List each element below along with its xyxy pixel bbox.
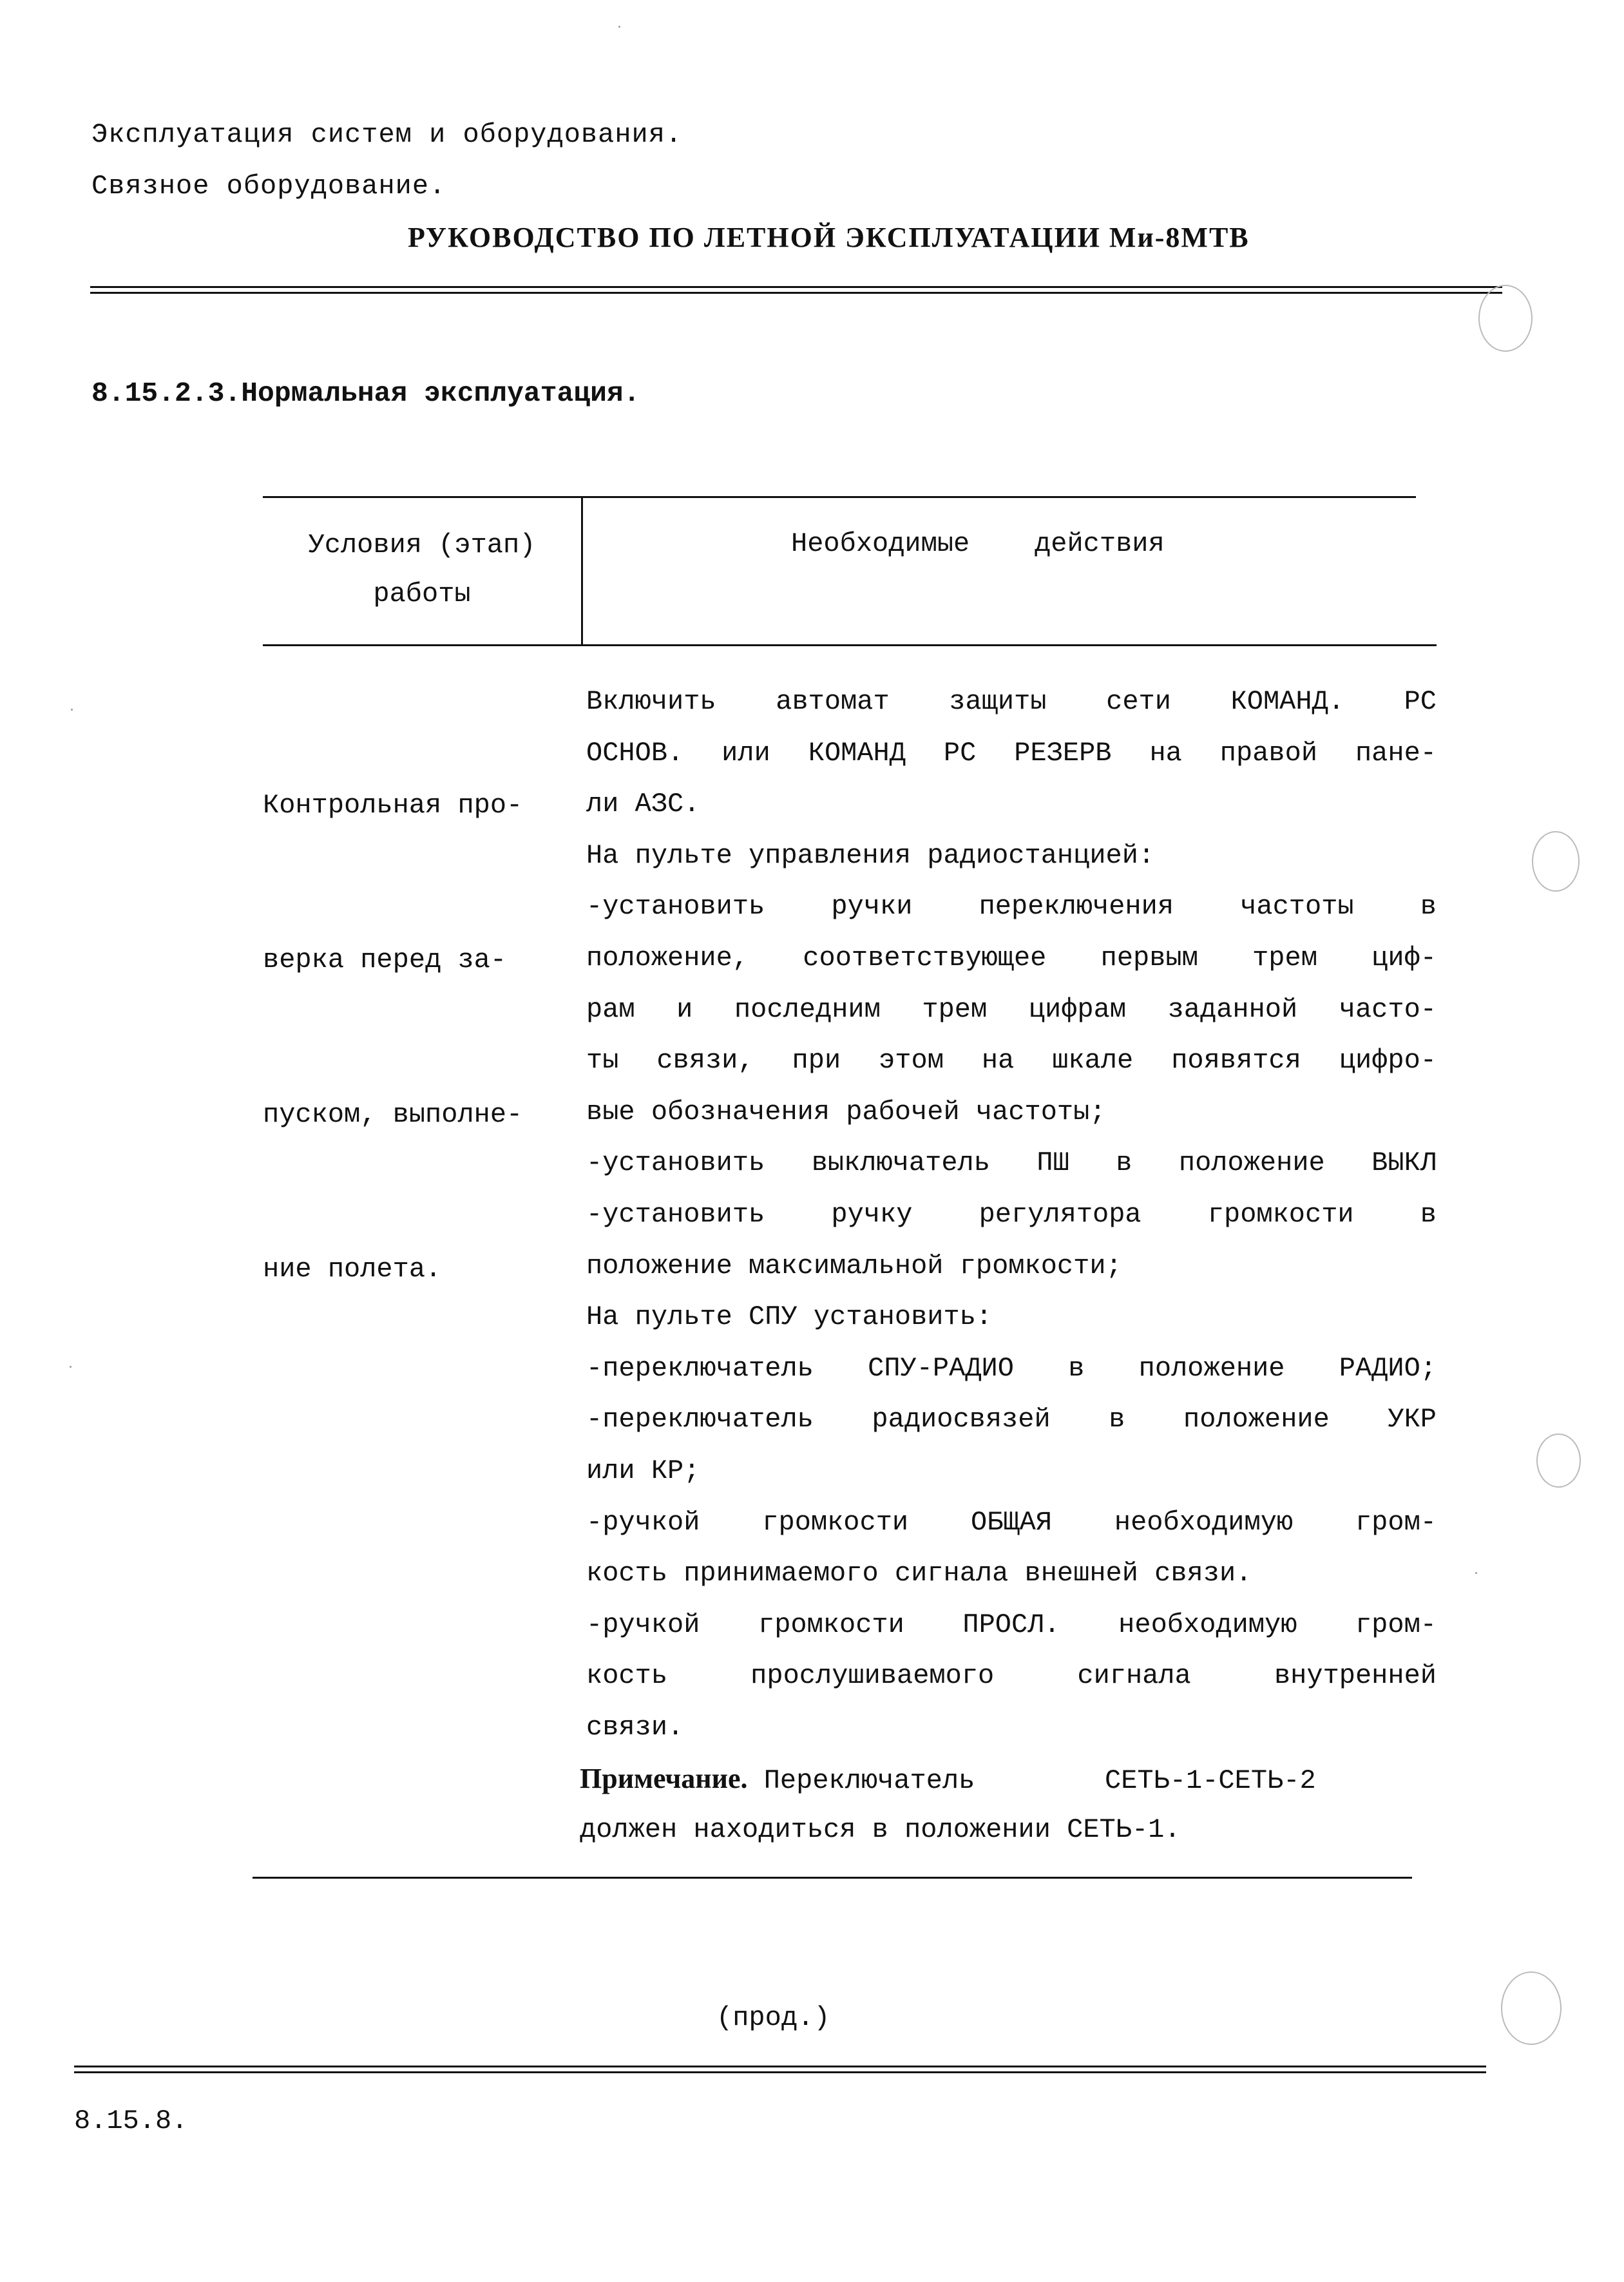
header-line-1: Эксплуатация систем и оборудования. (91, 119, 683, 150)
action-line: ты связи, при этом на шкале появятся цифро- (586, 1045, 1437, 1077)
action-line: -переключатель СПУ-РАДИО в положение РАДИО; (586, 1352, 1437, 1384)
action-line: ОСНОВ. или КОМАНД РС РЕЗЕРВ на правой пане- (586, 737, 1437, 769)
document-title: РУКОВОДСТВО ПО ЛЕТНОЙ ЭКСПЛУАТАЦИИ Ми-8МТВ (408, 222, 1250, 253)
page-number: 8.15.8. (74, 2105, 188, 2136)
note-line-2: должен находиться в положении СЕТЬ-1. (580, 1814, 1181, 1846)
action-line: -переключатель радиосвязей в положение УКР (586, 1404, 1437, 1435)
header-line-2: Связное оборудование. (91, 171, 446, 202)
action-line: или КР; (586, 1455, 700, 1486)
scan-speck (70, 1366, 72, 1368)
action-line: рам и последним трем цифрам заданной часто- (586, 993, 1437, 1025)
continued-label: (прод.) (716, 2002, 830, 2033)
punch-hole (1536, 1433, 1581, 1488)
actions-cell (580, 676, 1437, 1856)
column-header-conditions-line-1: Условия (этап) (308, 530, 536, 561)
footer-divider (74, 2066, 1486, 2073)
action-line: Включить автомат защиты сети КОМАНД. РС (586, 686, 1437, 717)
action-line: положение максимальной громкости; (586, 1250, 1122, 1281)
action-line: -ручкой громкости ОБЩАЯ необходимую гром- (586, 1506, 1437, 1538)
action-line: кость прослушиваемого сигнала внутренней (586, 1660, 1437, 1692)
conditions-line: Контрольная про- (263, 790, 523, 821)
table-bottom-rule (253, 1877, 1412, 1879)
table-header-bottom-rule (263, 644, 1437, 646)
column-header-conditions-line-2: работы (373, 579, 471, 609)
punch-hole (1478, 285, 1533, 352)
table-header-column-divider (581, 496, 583, 646)
action-line: -ручкой громкости ПРОСЛ. необходимую гром- (586, 1609, 1437, 1640)
action-line: -установить выключатель ПШ в положение ВЫКЛ (586, 1147, 1437, 1179)
note-text: Переключатель СЕТЬ-1-СЕТЬ-2 (763, 1765, 1316, 1797)
action-line: На пульте управления радиостанцией: (586, 839, 1155, 871)
action-line: На пульте СПУ установить: (586, 1301, 993, 1333)
section-title: 8.15.2.3.Нормальная эксплуатация. (91, 378, 640, 409)
conditions-line: пуском, выполне- (263, 1099, 523, 1130)
scan-speck (1475, 1572, 1477, 1574)
action-line: кость принимаемого сигнала внешней связи. (586, 1558, 1252, 1589)
punch-hole (1501, 1971, 1562, 2045)
action-line: -установить ручки переключения частоты в (586, 891, 1437, 923)
scan-speck (71, 709, 73, 711)
conditions-line: верка перед за- (263, 944, 507, 975)
header-divider (90, 286, 1502, 294)
action-line: положение, соответствующее первым трем циф- (586, 942, 1437, 973)
note-line-1 (580, 1753, 1437, 1805)
column-header-actions: Необходимые действия (791, 528, 1165, 559)
action-line: вые обозначения рабочей частоты; (586, 1096, 1106, 1127)
column-header-conditions (263, 521, 581, 618)
punch-hole (1532, 831, 1580, 892)
scan-speck (618, 26, 620, 28)
action-line: ли АЗС. (586, 789, 700, 820)
table-top-rule (263, 496, 1416, 498)
conditions-cell (263, 676, 585, 1347)
conditions-line: ние полета. (263, 1254, 442, 1285)
action-line: -установить ручку регулятора громкости в (586, 1198, 1437, 1230)
action-line: связи. (586, 1711, 684, 1743)
note-label: Примечание. (580, 1763, 748, 1795)
